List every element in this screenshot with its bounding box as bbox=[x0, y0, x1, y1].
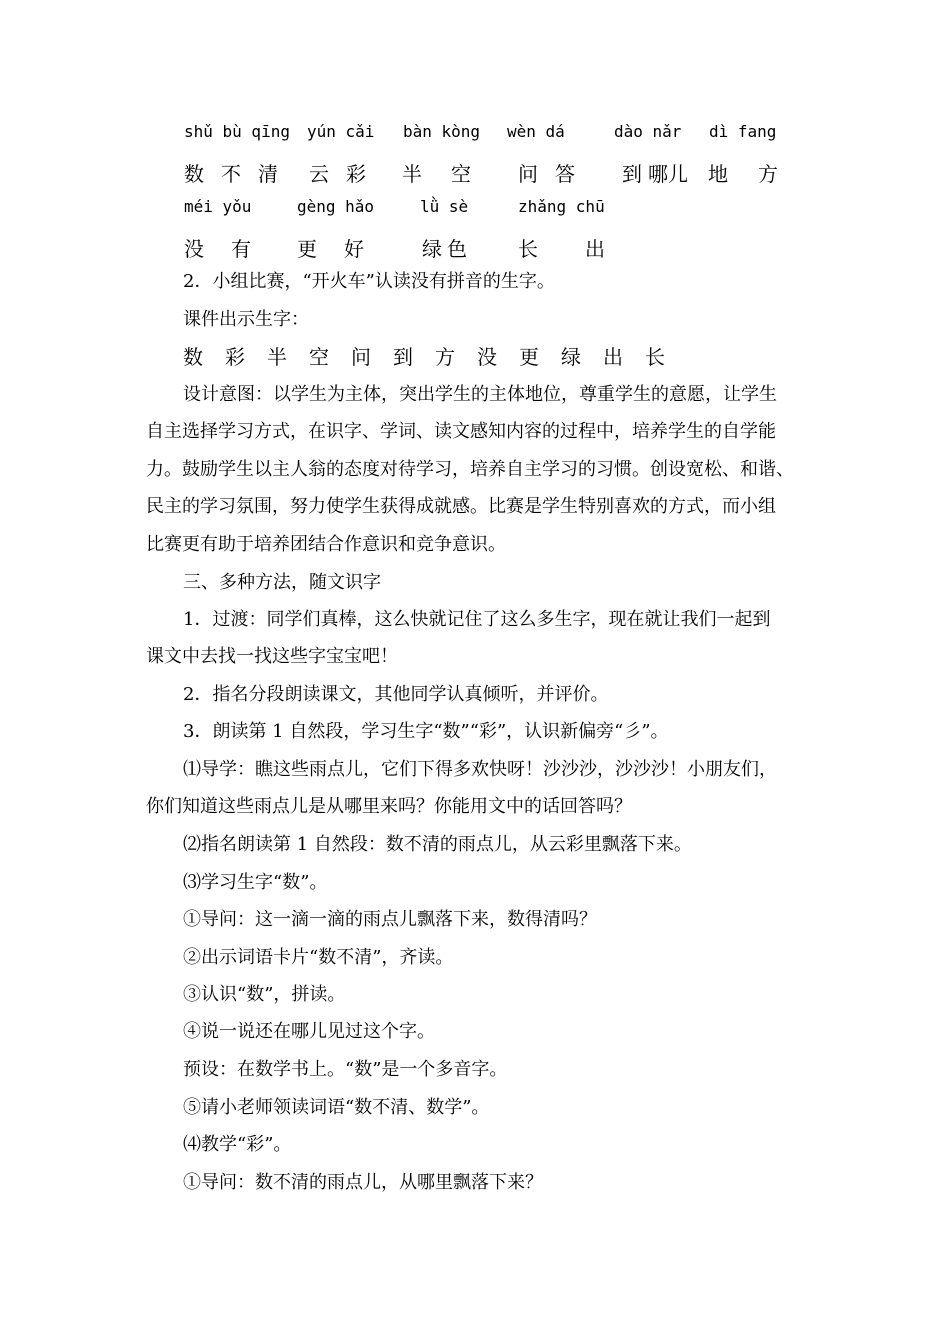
text-line: ③认识“数”，拼读。 bbox=[183, 984, 346, 1005]
hanzi: 方 bbox=[758, 162, 778, 186]
text-line: ②出示词语卡片“数不清”，齐读。 bbox=[183, 947, 454, 968]
hanzi: 绿 bbox=[422, 237, 442, 261]
hanzi-row-1 bbox=[0, 158, 950, 184]
text-line: 比赛更有助于培养团结合作意识和竞争意识。 bbox=[146, 534, 506, 555]
hanzi: 长 bbox=[518, 237, 538, 261]
text-line: 数 彩 半 空 问 到 方 没 更 绿 出 长 bbox=[183, 345, 666, 369]
hanzi: 不 bbox=[221, 162, 241, 186]
text-line: 课件出示生字： bbox=[183, 309, 309, 330]
hanzi: 好 bbox=[344, 237, 364, 261]
text-line: 力。鼓励学生以主人翁的态度对待学习，培养自主学习的习惯。创设宽松、和谐、 bbox=[146, 459, 794, 480]
hanzi: 云 bbox=[309, 162, 329, 186]
pinyin-row-2 bbox=[0, 197, 950, 219]
hanzi: 空 bbox=[451, 162, 471, 186]
hanzi-row-2 bbox=[0, 233, 950, 259]
pinyin: dào nǎr bbox=[614, 122, 682, 141]
pinyin: gèng hǎo bbox=[297, 197, 375, 216]
text-line: ⑶学习生字“数”。 bbox=[183, 872, 328, 893]
hanzi: 哪儿 bbox=[648, 162, 688, 186]
hanzi: 有 bbox=[231, 237, 251, 261]
text-line: 设计意图：以学生为主体，突出学生的主体地位，尊重学生的意愿，让学生 bbox=[183, 384, 777, 405]
text-line: 自主选择学习方式，在识字、学词、读文感知内容的过程中，培养学生的自学能 bbox=[146, 421, 776, 442]
text-line: 3．朗读第 1 自然段，学习生字“数”“彩”，认识新偏旁“彡”。 bbox=[183, 721, 669, 742]
text-line: 预设：在数学书上。“数”是一个多音字。 bbox=[183, 1059, 508, 1080]
pinyin: bàn kòng bbox=[403, 122, 481, 141]
hanzi: 色 bbox=[447, 237, 467, 261]
text-line: ④说一说还在哪儿见过这个字。 bbox=[183, 1021, 435, 1042]
hanzi: 地 bbox=[708, 162, 728, 186]
text-line: 2．指名分段朗读课文，其他同学认真倾听，并评价。 bbox=[183, 684, 609, 705]
hanzi: 出 bbox=[585, 237, 605, 261]
text-line: ①导问：这一滴一滴的雨点儿飘落下来，数得清吗？ bbox=[183, 909, 597, 930]
pinyin: yún cǎi bbox=[307, 122, 375, 141]
pinyin: zhǎng chū bbox=[518, 197, 605, 216]
hanzi: 彩 bbox=[346, 162, 366, 186]
hanzi: 到 bbox=[622, 162, 642, 186]
hanzi: 数 bbox=[184, 162, 204, 186]
text-line: 民主的学习氛围，努力使学生获得成就感。比赛是学生特别喜欢的方式，而小组 bbox=[146, 496, 776, 517]
text-line: ⑵指名朗读第 1 自然段：数不清的雨点儿，从云彩里飘落下来。 bbox=[183, 834, 692, 855]
hanzi: 半 bbox=[402, 162, 422, 186]
text-line: 你们知道这些雨点儿是从哪里来吗？你能用文中的话回答吗？ bbox=[146, 796, 632, 817]
pinyin-row-1 bbox=[0, 122, 950, 144]
text-line: 三、多种方法，随文识字 bbox=[183, 572, 381, 593]
pinyin: wèn dá bbox=[507, 122, 565, 141]
text-line: ①导问：数不清的雨点儿，从哪里飘落下来？ bbox=[183, 1172, 543, 1193]
pinyin: lǜ sè bbox=[420, 197, 469, 216]
text-line: ⑤请小老师领读词语“数不清、数学”。 bbox=[183, 1097, 490, 1118]
text-line: 2．小组比赛，“开火车”认读没有拼音的生字。 bbox=[183, 271, 555, 292]
pinyin: shǔ bù qīng bbox=[184, 122, 290, 141]
hanzi: 清 bbox=[258, 162, 278, 186]
text-line: ⑷教学“彩”。 bbox=[183, 1134, 292, 1155]
text-line: 课文中去找一找这些字宝宝吧！ bbox=[146, 646, 398, 667]
text-line: 1．过渡：同学们真棒，这么快就记住了这么多生字，现在就让我们一起到 bbox=[183, 609, 771, 630]
hanzi: 没 bbox=[184, 237, 204, 261]
pinyin: dì fang bbox=[709, 122, 777, 141]
hanzi: 问 bbox=[518, 162, 538, 186]
pinyin: méi yǒu bbox=[184, 197, 252, 216]
hanzi: 答 bbox=[555, 162, 575, 186]
hanzi: 更 bbox=[297, 237, 317, 261]
text-line: ⑴导学：瞧这些雨点儿，它们下得多欢快呀！沙沙沙，沙沙沙！小朋友们， bbox=[183, 759, 777, 780]
